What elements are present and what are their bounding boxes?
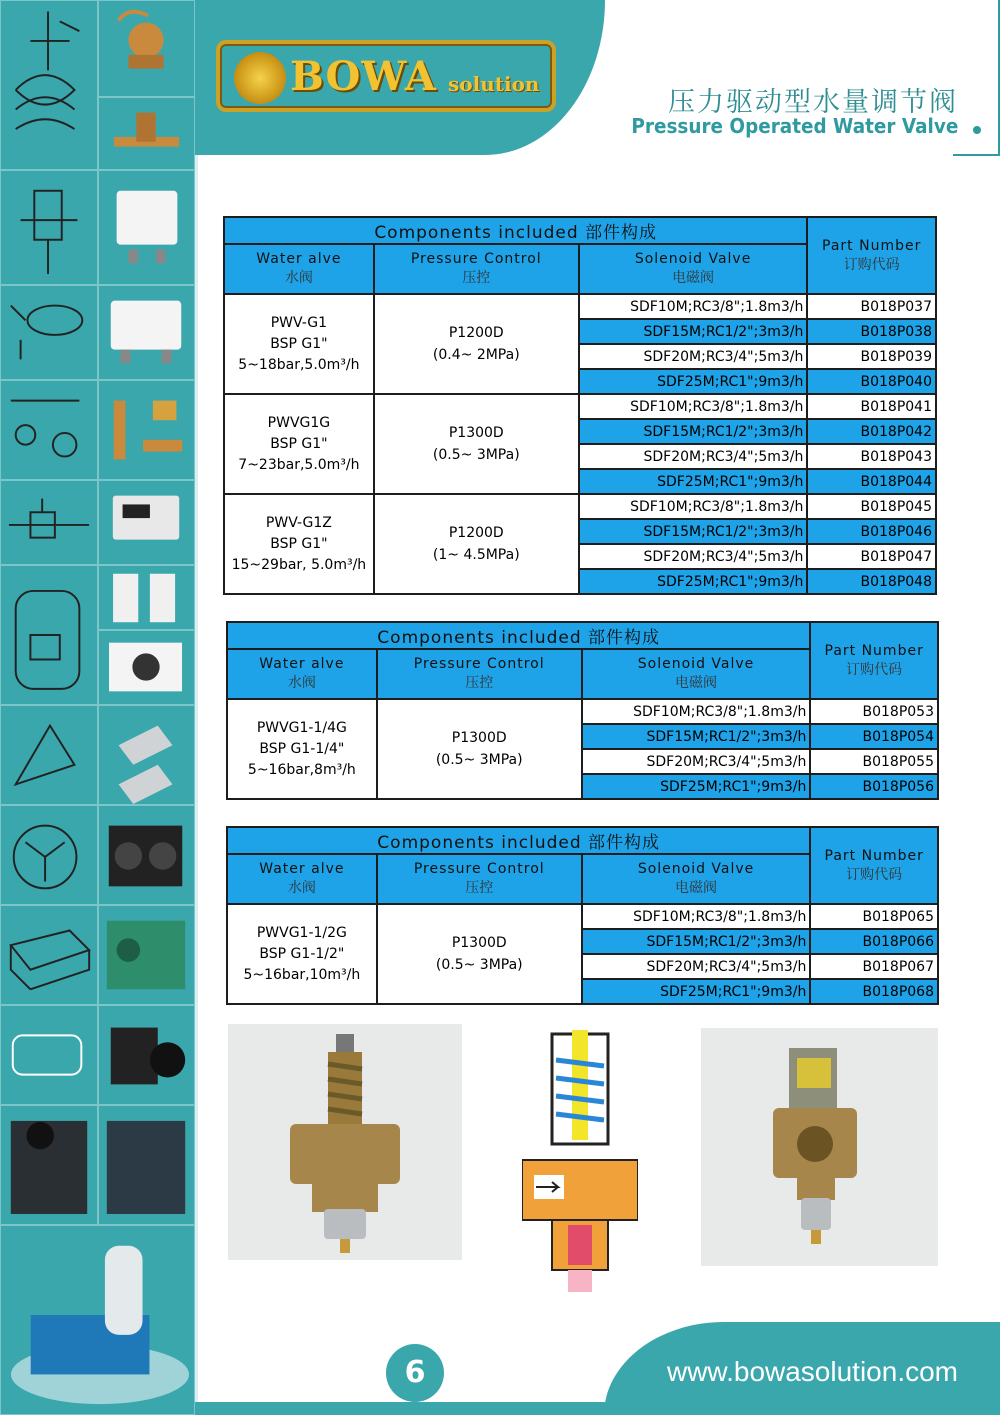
page-title-cn: 压力驱动型水量调节阀 bbox=[668, 87, 958, 118]
table-row bbox=[227, 904, 938, 929]
solenoid-cell: SDF25M;RC1";9m3/h bbox=[579, 569, 808, 594]
pressure-switch-photo bbox=[98, 170, 195, 285]
expansion-coil-illustration bbox=[0, 0, 98, 170]
solenoid-cell: SDF25M;RC1";9m3/h bbox=[579, 469, 808, 494]
pressure-control-model: P1300D (0.5~ 3MPa) bbox=[377, 699, 582, 799]
pressure-control-header: Pressure Control 压控 bbox=[377, 649, 582, 699]
solenoid-cell: SDF25M;RC1";9m3/h bbox=[582, 979, 811, 1004]
solenoid-cell: SDF20M;RC3/4";5m3/h bbox=[582, 749, 811, 774]
content-border bbox=[195, 155, 198, 1415]
components-caption: Components included 部件构成 bbox=[224, 217, 807, 244]
phase-relay-photo bbox=[98, 565, 195, 630]
compact-unit-photo bbox=[98, 1005, 195, 1105]
solenoid-cell: SDF15M;RC1/2";3m3/h bbox=[582, 724, 811, 749]
spec-table-3 bbox=[226, 826, 939, 1005]
dual-pressure-switch-photo bbox=[98, 285, 195, 380]
part-number-cell: B018P038 bbox=[807, 319, 936, 344]
expansion-valve-photo bbox=[98, 0, 195, 97]
solenoid-cell: SDF25M;RC1";9m3/h bbox=[579, 369, 808, 394]
water-valve-header: Water alve 水阀 bbox=[224, 244, 374, 294]
solenoid-cell: SDF10M;RC3/8";1.8m3/h bbox=[579, 294, 808, 319]
spec-table-2 bbox=[226, 621, 939, 800]
solenoid-cell: SDF15M;RC1/2";3m3/h bbox=[579, 519, 808, 544]
solenoid-valve-photo bbox=[98, 97, 195, 170]
table-row bbox=[224, 494, 936, 519]
solenoid-cell: SDF20M;RC3/4";5m3/h bbox=[582, 954, 811, 979]
water-valve-photo bbox=[228, 1024, 462, 1260]
condenser-coil-photo bbox=[98, 805, 195, 905]
solenoid-cell: SDF15M;RC1/2";3m3/h bbox=[579, 319, 808, 344]
part-number-cell: B018P047 bbox=[807, 544, 936, 569]
refrigeration-rack-photo bbox=[0, 1225, 195, 1415]
solenoid-valve-header: Solenoid Valve 电磁阀 bbox=[582, 649, 811, 699]
sensor-drawing bbox=[0, 705, 98, 805]
part-number-header: Part Number 订购代码 bbox=[807, 217, 936, 294]
part-number-cell: B018P056 bbox=[810, 774, 938, 799]
table-row bbox=[224, 294, 936, 319]
brand-name: BOWA bbox=[290, 53, 437, 100]
water-valve-header: Water alve 水阀 bbox=[227, 649, 377, 699]
door-hinge-photo bbox=[98, 705, 195, 805]
pressure-control-header: Pressure Control 压控 bbox=[377, 854, 582, 904]
part-number-cell: B018P045 bbox=[807, 494, 936, 519]
part-number-cell: B018P053 bbox=[810, 699, 938, 724]
brass-fittings-photo bbox=[98, 380, 195, 480]
solenoid-cell: SDF20M;RC3/4";5m3/h bbox=[579, 444, 808, 469]
cabinet-unit-drawing bbox=[0, 1105, 98, 1225]
chiller-photo bbox=[98, 1105, 195, 1225]
solenoid-valve-header: Solenoid Valve 电磁阀 bbox=[582, 854, 811, 904]
page-number: 6 bbox=[386, 1344, 444, 1402]
water-valve-model: PWV-G1Z BSP G1" 15~29bar, 5.0m³/h bbox=[224, 494, 374, 594]
spec-table-1 bbox=[223, 216, 937, 595]
valve-cross-section-diagram bbox=[522, 1030, 638, 1298]
solenoid-cell: SDF15M;RC1/2";3m3/h bbox=[579, 419, 808, 444]
compressor-drawing bbox=[0, 565, 98, 705]
table-row bbox=[227, 699, 938, 724]
part-number-header: Part Number 订购代码 bbox=[810, 622, 938, 699]
part-number-cell: B018P042 bbox=[807, 419, 936, 444]
website-link[interactable]: www.bowasolution.com bbox=[666, 1356, 958, 1387]
temperature-controller-photo bbox=[98, 480, 195, 565]
page-title-en: Pressure Operated Water Valve bbox=[631, 114, 958, 138]
part-number-cell: B018P048 bbox=[807, 569, 936, 594]
part-number-cell: B018P068 bbox=[810, 979, 938, 1004]
part-number-cell: B018P040 bbox=[807, 369, 936, 394]
water-valve-model: PWVG1G BSP G1" 7~23bar,5.0m³/h bbox=[224, 394, 374, 494]
water-valve-header: Water alve 水阀 bbox=[227, 854, 377, 904]
air-handler-drawing bbox=[0, 905, 98, 1005]
capillary-drawing bbox=[0, 285, 98, 380]
part-number-cell: B018P066 bbox=[810, 929, 938, 954]
part-number-cell: B018P065 bbox=[810, 904, 938, 929]
footer-strip bbox=[195, 1402, 605, 1415]
part-number-cell: B018P054 bbox=[810, 724, 938, 749]
part-number-header: Part Number 订购代码 bbox=[810, 827, 938, 904]
valve-with-coil-photo bbox=[701, 1028, 938, 1266]
part-number-cell: B018P037 bbox=[807, 294, 936, 319]
fan-drawing bbox=[0, 805, 98, 905]
solenoid-cell: SDF15M;RC1/2";3m3/h bbox=[582, 929, 811, 954]
part-number-cell: B018P067 bbox=[810, 954, 938, 979]
part-number-cell: B018P044 bbox=[807, 469, 936, 494]
solenoid-cell: SDF10M;RC3/8";1.8m3/h bbox=[582, 699, 811, 724]
solenoid-valve-header: Solenoid Valve 电磁阀 bbox=[579, 244, 808, 294]
sight-glass-drawing bbox=[0, 380, 98, 480]
part-number-cell: B018P043 bbox=[807, 444, 936, 469]
part-number-cell: B018P041 bbox=[807, 394, 936, 419]
ball-valve-drawing bbox=[0, 480, 98, 565]
valve-drawing bbox=[0, 170, 98, 285]
motor-drawing bbox=[0, 1005, 98, 1105]
solenoid-cell: SDF20M;RC3/4";5m3/h bbox=[579, 344, 808, 369]
part-number-cell: B018P046 bbox=[807, 519, 936, 544]
brand-logo[interactable] bbox=[216, 40, 556, 112]
solenoid-cell: SDF10M;RC3/8";1.8m3/h bbox=[579, 394, 808, 419]
water-valve-model: PWVG1-1/4G BSP G1-1/4" 5~16bar,8m³/h bbox=[227, 699, 377, 799]
pressure-control-model: P1200D (0.4~ 2MPa) bbox=[374, 294, 579, 394]
product-sidebar bbox=[0, 0, 195, 1415]
table-row bbox=[224, 394, 936, 419]
evaporator-photo bbox=[98, 630, 195, 705]
water-valve-model: PWVG1-1/2G BSP G1-1/2" 5~16bar,10m³/h bbox=[227, 904, 377, 1004]
pressure-control-header: Pressure Control 压控 bbox=[374, 244, 579, 294]
pressure-control-model: P1200D (1~ 4.5MPa) bbox=[374, 494, 579, 594]
water-valve-model: PWV-G1 BSP G1" 5~18bar,5.0m³/h bbox=[224, 294, 374, 394]
logo-emblem-icon bbox=[234, 52, 286, 104]
solenoid-cell: SDF25M;RC1";9m3/h bbox=[582, 774, 811, 799]
pressure-control-model: P1300D (0.5~ 3MPa) bbox=[377, 904, 582, 1004]
solenoid-cell: SDF20M;RC3/4";5m3/h bbox=[579, 544, 808, 569]
solenoid-cell: SDF10M;RC3/8";1.8m3/h bbox=[579, 494, 808, 519]
components-caption: Components included 部件构成 bbox=[227, 622, 810, 649]
brand-sub: solution bbox=[448, 72, 540, 96]
part-number-cell: B018P039 bbox=[807, 344, 936, 369]
title-underline bbox=[953, 154, 1000, 156]
condensing-unit-photo bbox=[98, 905, 195, 1005]
solenoid-cell: SDF10M;RC3/8";1.8m3/h bbox=[582, 904, 811, 929]
title-dot bbox=[973, 126, 981, 134]
components-caption: Components included 部件构成 bbox=[227, 827, 810, 854]
pressure-control-model: P1300D (0.5~ 3MPa) bbox=[374, 394, 579, 494]
part-number-cell: B018P055 bbox=[810, 749, 938, 774]
